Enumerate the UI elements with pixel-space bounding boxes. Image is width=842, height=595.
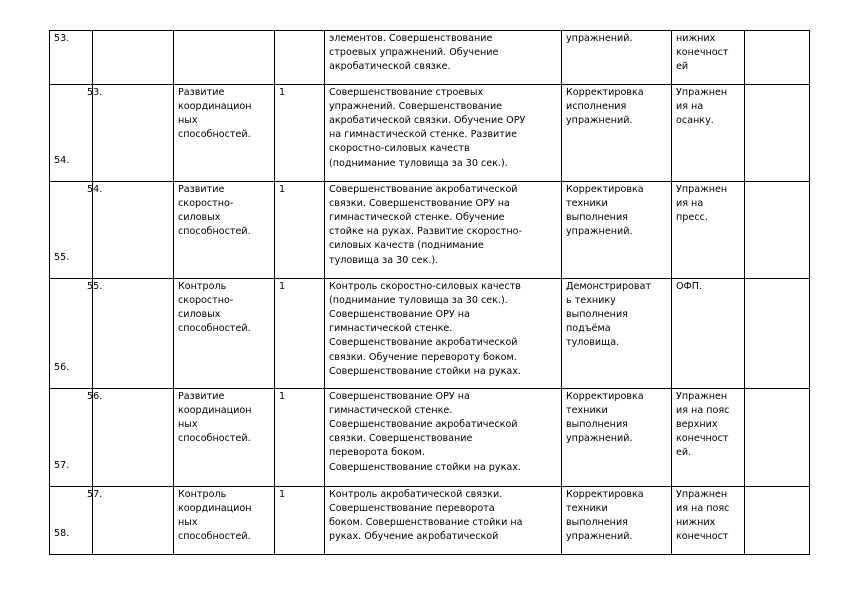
topic-cell: Контроль координацион ных способностей.	[174, 486, 275, 554]
lesson-number-prev: 57.	[87, 488, 103, 500]
topic-cell: Контроль скоростно- силовых способностей.	[174, 278, 275, 388]
spacer-cell	[93, 388, 174, 486]
lesson-number-prev: 54.	[87, 183, 103, 195]
extra-cell	[745, 31, 810, 85]
content-cell: Контроль акробатической связки. Совершенствование переворота боком. Совершенствование стойки на руках. Обучение акробатической	[325, 486, 562, 554]
hours-cell: 1	[275, 84, 325, 181]
activity-cell: упражнений.	[562, 31, 672, 85]
homework-cell: Упражнен ия на пресс.	[672, 181, 745, 278]
activity-cell: Корректировка техники выполнения упражнений.	[562, 486, 672, 554]
topic-cell: Развитие скоростно- силовых способностей.	[174, 181, 275, 278]
lesson-plan-table-body	[49, 84, 810, 555]
topic-cell: Развитие координацион ных способностей.	[174, 84, 275, 181]
table-row	[50, 278, 810, 388]
content-cell: Совершенствование строевых упражнений. Совершенствование акробатической связки. Обучение ОРУ на гимнастической стенке. Развитие скоростно-силовых качеств (поднимание туловища за 30 сек.).	[325, 84, 562, 181]
homework-cell: Упражнен ия на осанку.	[672, 84, 745, 181]
extra-cell	[745, 84, 810, 181]
hours-cell: 1	[275, 486, 325, 554]
lesson-number: 57.	[54, 460, 70, 472]
content-cell: Совершенствование ОРУ на гимнастической стенке. Совершенствование акробатической связки. Совершенствование переворота боком. Совершенствование стойки на руках.	[325, 388, 562, 486]
lesson-number-prev: 56.	[87, 390, 103, 402]
content-cell: Совершенствование акробатической связки. Совершенствование ОРУ на гимнастической стенке. Обучение стойке на руках. Развитие скоростно- силовых качеств (поднимание туловища за 30 сек.).	[325, 181, 562, 278]
hours-cell: 1	[275, 388, 325, 486]
lesson-number-cell	[50, 31, 93, 85]
spacer-cell	[93, 278, 174, 388]
lesson-plan-sheet	[49, 30, 809, 553]
table-row	[50, 388, 810, 486]
table-row	[50, 31, 810, 85]
extra-cell	[745, 388, 810, 486]
lesson-number: 58.	[54, 528, 70, 540]
activity-cell: Корректировка техники выполнения упражнений.	[562, 181, 672, 278]
content-cell: Контроль скоростно-силовых качеств (поднимание туловища за 30 сек.). Совершенствование ОРУ на гимнастической стенке. Совершенствование акробатической связки. Обучение перевороту боком. Совершенствование стойки на руках.	[325, 278, 562, 388]
spacer-cell	[93, 181, 174, 278]
homework-cell: ОФП.	[672, 278, 745, 388]
activity-cell: Демонстрироват ь технику выполнения подъёма туловища.	[562, 278, 672, 388]
lesson-plan-table	[49, 30, 810, 85]
topic-cell	[174, 31, 275, 85]
extra-cell	[745, 181, 810, 278]
lesson-number: 56.	[54, 362, 70, 374]
extra-cell	[745, 278, 810, 388]
spacer-cell	[93, 486, 174, 554]
spacer-cell	[93, 31, 174, 85]
table-row	[50, 84, 810, 181]
homework-cell: нижних конечност ей	[672, 31, 745, 85]
lesson-number-prev: 53.	[87, 86, 103, 98]
lesson-number-cell	[50, 486, 103, 554]
content-cell: элементов. Совершенствование строевых упражнений. Обучение акробатической связке.	[325, 31, 562, 85]
lesson-number-cell	[50, 181, 103, 278]
lesson-number: 54.	[54, 155, 70, 167]
topic-cell: Развитие координацион ных способностей.	[174, 388, 275, 486]
lesson-number: 53.	[54, 33, 70, 44]
table-row	[50, 486, 810, 554]
lesson-number-prev: 55.	[87, 280, 103, 292]
hours-cell: 1	[275, 181, 325, 278]
extra-cell	[745, 486, 810, 554]
homework-cell: Упражнен ия на пояс нижних конечност	[672, 486, 745, 554]
lesson-number: 55.	[54, 252, 70, 264]
hours-cell	[275, 31, 325, 85]
hours-cell: 1	[275, 278, 325, 388]
spacer-cell	[93, 84, 174, 181]
activity-cell: Корректировка техники выполнения упражнений.	[562, 388, 672, 486]
activity-cell: Корректировка исполнения упражнений.	[562, 84, 672, 181]
lesson-number-cell	[50, 388, 103, 486]
homework-cell: Упражнен ия на пояс верхних конечност ей.	[672, 388, 745, 486]
table-row	[50, 181, 810, 278]
lesson-number-cell	[50, 278, 103, 388]
lesson-number-cell	[50, 84, 103, 181]
